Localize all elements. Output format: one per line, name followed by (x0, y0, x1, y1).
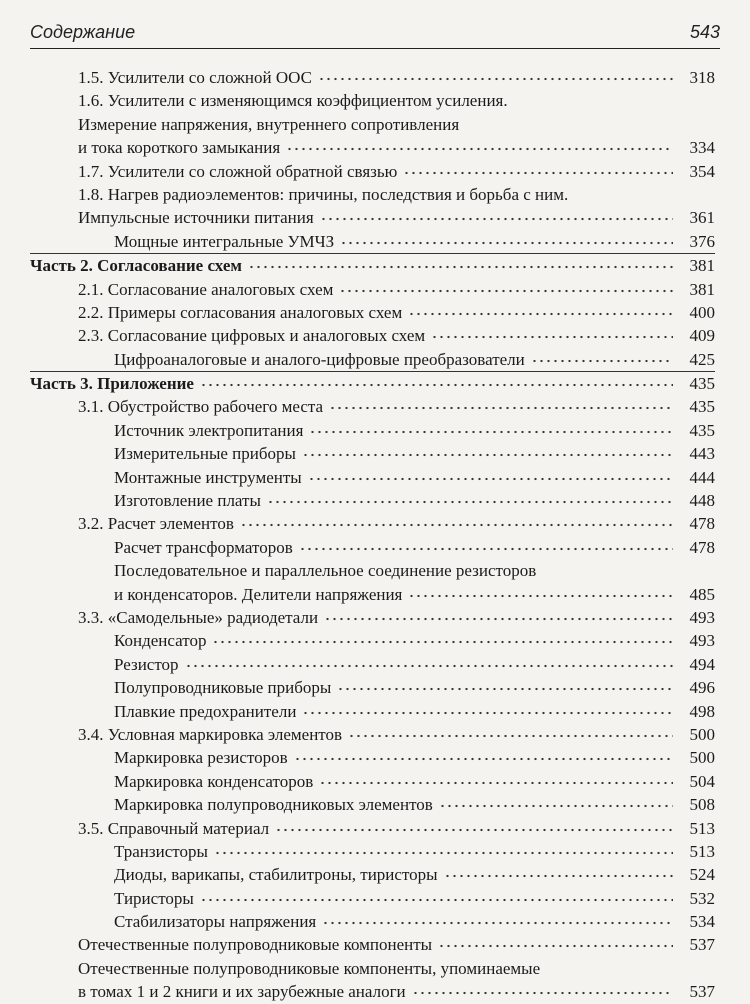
toc-entry (30, 113, 715, 136)
dot-leader (329, 406, 673, 410)
toc-entry-label: Маркировка полупроводниковых элементов (114, 795, 433, 815)
page-header (30, 18, 720, 49)
toc-entry (30, 512, 715, 535)
toc-entry-label: Резистор (114, 654, 179, 674)
toc-entry (30, 536, 715, 559)
dot-leader (431, 335, 673, 339)
dot-leader (320, 217, 673, 221)
toc-entry-page: 400 (689, 302, 715, 322)
toc-entry-label: 3.4. Условная маркировка элементов (78, 724, 343, 744)
toc-entry-label: 2.1. Согласование аналоговых схем (78, 279, 334, 299)
dot-leader (212, 640, 673, 644)
toc-entry (30, 348, 715, 371)
toc-entry (30, 723, 715, 746)
dot-leader (267, 500, 673, 504)
toc-entry-label: Импульсные источники питания (78, 208, 314, 228)
toc-entry (30, 933, 715, 956)
toc-entry (30, 746, 715, 769)
toc-entry-label: 3.3. «Самодельные» радиодетали (78, 607, 319, 627)
toc-entry (30, 66, 715, 89)
toc-entry-label: 1.7. Усилители со сложной обратной связью (78, 161, 398, 181)
toc-entry-label: Часть 2. Согласование схем (30, 256, 242, 276)
toc-entry-label: 3.2. Расчет элементов (78, 514, 234, 534)
header-page-number: 543 (689, 22, 720, 42)
toc-entry (30, 606, 715, 629)
toc-entry-page: 334 (689, 138, 715, 158)
dot-leader (408, 594, 673, 598)
toc-entry (30, 559, 715, 582)
toc-entry-page: 443 (689, 444, 715, 464)
toc-entry-label: Маркировка конденсаторов (114, 771, 314, 791)
toc-entry-label: 3.1. Обустройство рабочего места (78, 397, 324, 417)
dot-leader (339, 289, 673, 293)
dot-leader (294, 757, 673, 761)
dot-leader (324, 617, 673, 621)
dot-leader (318, 77, 673, 81)
toc-entry-page: 500 (689, 724, 715, 744)
toc-entry (30, 160, 715, 183)
toc-entry-label: Конденсатор (114, 631, 207, 651)
toc-entry (30, 863, 715, 886)
toc-entry-label: 1.5. Усилители со сложной ООС (78, 68, 312, 87)
dot-leader (200, 898, 673, 902)
toc-entry-label: Транзисторы (114, 841, 208, 861)
toc-entry-label: Тиристоры (114, 888, 194, 908)
dot-leader (319, 781, 673, 785)
toc-entry-label: 2.3. Согласование цифровых и аналоговых схем (78, 326, 426, 346)
toc-entry (30, 700, 715, 723)
toc-entry-page: 494 (689, 654, 715, 674)
toc-entry-page: 381 (689, 256, 715, 276)
toc-entry (30, 136, 715, 159)
dot-leader (531, 359, 673, 363)
toc-entry-page: 435 (689, 397, 715, 417)
toc-entry-page: 537 (689, 935, 715, 955)
toc-entry (30, 206, 715, 229)
toc-entry-page: 534 (689, 912, 715, 932)
dot-leader (439, 804, 673, 808)
dot-leader (403, 171, 673, 175)
toc-entry-label: Маркировка резисторов (114, 748, 288, 768)
toc-entry-page: 504 (689, 771, 715, 791)
toc-entry (30, 910, 715, 933)
toc-entry (30, 89, 715, 112)
dot-leader (337, 687, 673, 691)
toc-entry-page: 478 (689, 514, 715, 534)
dot-leader (308, 477, 673, 481)
toc-entry-page: 513 (689, 818, 715, 838)
toc-entry-page: 537 (689, 982, 715, 1002)
dot-leader (302, 711, 673, 715)
toc-entry-page: 354 (689, 161, 715, 181)
toc-entry-label: Цифроаналоговые и аналого-цифровые преобразователи (114, 349, 525, 369)
toc-entry-page: 532 (689, 888, 715, 908)
header-title: Содержание (30, 22, 136, 42)
dot-leader (200, 383, 673, 387)
toc-entry-page: 524 (689, 865, 715, 885)
toc-part-heading (30, 371, 715, 395)
toc-entry-page: 493 (689, 631, 715, 651)
dot-leader (248, 265, 673, 269)
toc-entry (30, 230, 715, 253)
toc-part-heading (30, 253, 715, 277)
toc-entry (30, 489, 715, 512)
toc-entry-page: 409 (689, 326, 715, 346)
toc-entry-label: Измерительные приборы (114, 444, 296, 464)
toc-entry (30, 442, 715, 465)
dot-leader (322, 921, 673, 925)
dot-leader (240, 523, 673, 527)
toc-entry (30, 676, 715, 699)
toc-entry (30, 840, 715, 863)
toc-entry-label: Диоды, варикапы, стабилитроны, тиристоры (114, 865, 438, 885)
dot-leader (299, 547, 673, 551)
dot-leader (275, 828, 673, 832)
dot-leader (302, 453, 673, 457)
toc-entry (30, 419, 715, 442)
dot-leader (408, 312, 673, 316)
toc-entry-label: Стабилизаторы напряжения (114, 912, 317, 932)
toc-entry (30, 183, 715, 206)
toc-entry (30, 324, 715, 347)
toc-entry-page: 493 (689, 607, 715, 627)
toc-entry-label: Измерение напряжения, внутреннего сопротивления (78, 114, 460, 134)
toc-entry (30, 466, 715, 489)
toc-entry (30, 653, 715, 676)
toc-entry-label: и тока короткого замыкания (78, 138, 281, 158)
toc-entry (30, 793, 715, 816)
toc-entry (30, 817, 715, 840)
dot-leader (309, 430, 673, 434)
toc-entry-label: 1.6. Усилители с изменяющимся коэффициентом усиления. (78, 91, 508, 111)
toc-entry-label: Монтажные инструменты (114, 467, 302, 487)
dot-leader (185, 664, 673, 668)
toc-entry-label: 1.8. Нагрев радиоэлементов: причины, последствия и борьба с ним. (78, 184, 569, 204)
dot-leader (444, 874, 673, 878)
dot-leader (286, 147, 673, 151)
toc-entry-page: 498 (689, 701, 715, 721)
toc-entry (30, 629, 715, 652)
toc-entry-label: 3.5. Справочный материал (78, 818, 270, 838)
toc-entry-label: Источник электропитания (114, 420, 304, 440)
toc-entry-label: Отечественные полупроводниковые компоненты, упоминаемые (78, 958, 541, 978)
toc-entry (30, 301, 715, 324)
toc-entry-label: Отечественные полупроводниковые компоненты (78, 935, 433, 955)
toc-entry-label: в томах 1 и 2 книги и их зарубежные аналоги (78, 982, 406, 1002)
toc-entry-page: 485 (689, 584, 715, 604)
toc-entry-page: 435 (689, 374, 715, 394)
toc-entry-page: 318 (689, 68, 715, 87)
dot-leader (214, 851, 673, 855)
toc-entry-page: 425 (689, 349, 715, 369)
toc-entry (30, 957, 715, 980)
toc-entry-page: 448 (689, 491, 715, 511)
toc-entry-label: Плавкие предохранители (114, 701, 297, 721)
toc-entry (30, 980, 715, 1003)
toc-entry-page: 381 (689, 279, 715, 299)
toc-entry-label: Часть 3. Приложение (30, 374, 194, 394)
toc-entry-page: 513 (689, 841, 715, 861)
toc-entry-page: 478 (689, 537, 715, 557)
toc-entry-page: 508 (689, 795, 715, 815)
dot-leader (438, 944, 673, 948)
toc-entry (30, 583, 715, 606)
toc-entry (30, 887, 715, 910)
toc-entry-label: Мощные интегральные УМЧЗ (114, 231, 335, 251)
toc-entry-label: Изготовление платы (114, 491, 261, 511)
dot-leader (412, 991, 673, 995)
dot-leader (340, 241, 673, 245)
toc-entry-label: 2.2. Примеры согласования аналоговых схем (78, 302, 403, 322)
toc-entry (30, 770, 715, 793)
toc-entry-page: 361 (689, 208, 715, 228)
toc-entry-page: 444 (689, 467, 715, 487)
toc-entry-label: Полупроводниковые приборы (114, 678, 332, 698)
toc-entry-page: 376 (689, 231, 715, 251)
table-of-contents (30, 66, 715, 1004)
toc-entry (30, 395, 715, 418)
dot-leader (348, 734, 673, 738)
toc-entry-label: Последовательное и параллельное соединение резисторов (114, 561, 537, 581)
toc-entry-page: 496 (689, 678, 715, 698)
toc-entry-label: Расчет трансформаторов (114, 537, 293, 557)
toc-entry-label: и конденсаторов. Делители напряжения (114, 584, 403, 604)
toc-entry (30, 278, 715, 301)
toc-entry-page: 500 (689, 748, 715, 768)
toc-entry-page: 435 (689, 420, 715, 440)
